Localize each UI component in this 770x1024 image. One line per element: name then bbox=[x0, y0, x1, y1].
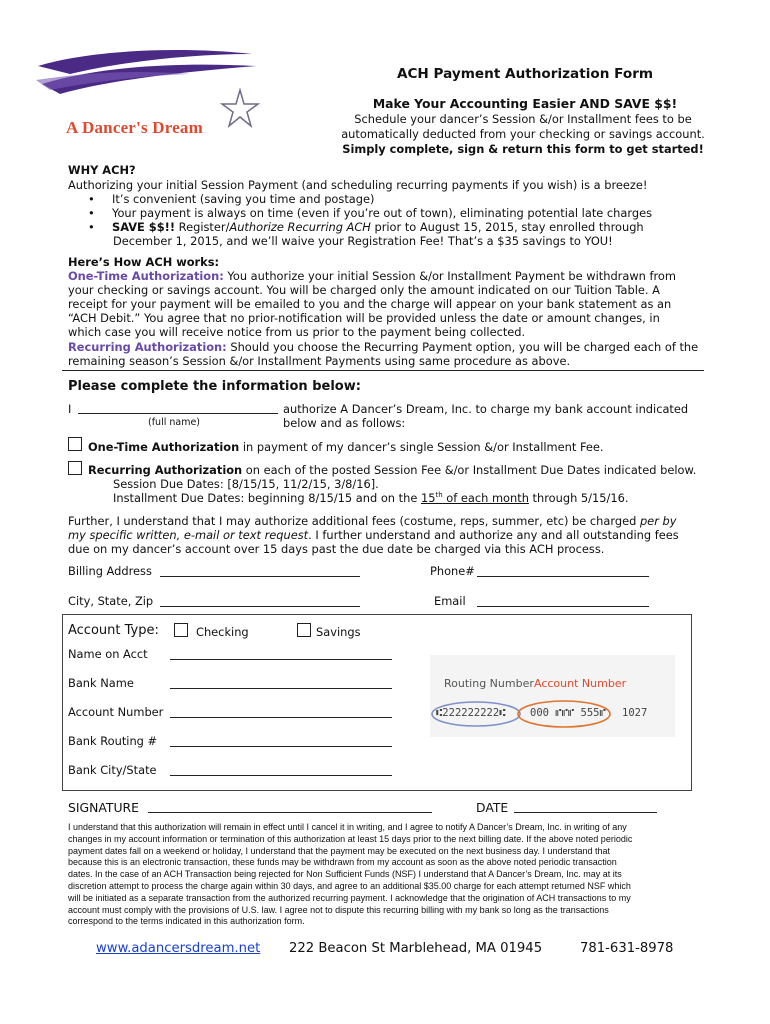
recurring-option-label: Recurring Authorization bbox=[88, 463, 243, 477]
logo-text: A Dancer's Dream bbox=[66, 118, 203, 137]
legal-line: changes in my account information or termination of this authorization at least 15 days prior to the next billing date. If the above noted periodic bbox=[68, 833, 633, 844]
save-text-1: Register/ bbox=[175, 220, 230, 234]
why-bullet-2 bbox=[88, 206, 653, 220]
further-text-2a: my specific written, e-mail or text request bbox=[68, 528, 309, 542]
check-ovals bbox=[430, 655, 675, 737]
recurring-para-line-1 bbox=[68, 340, 698, 354]
website-link[interactable] bbox=[96, 941, 260, 956]
one-time-text-1: You authorize your initial Session &/or Installment Payment be withdrawn from bbox=[223, 269, 676, 283]
bank-name-field[interactable] bbox=[170, 688, 392, 689]
further-line-3: due on my dancer’s account over 15 days past the due date be charged via this ACH process. bbox=[68, 542, 605, 556]
footer-phone: 781-631-8978 bbox=[580, 941, 674, 956]
website-link-text[interactable]: www.adancersdream.net bbox=[96, 941, 261, 956]
recurring-text-2: remaining season’s Session &/or Installment Payments using same procedure as above. bbox=[68, 354, 571, 368]
bank-city-state-field[interactable] bbox=[170, 775, 392, 776]
further-text-2b: . I further understand and authorize any and all outstanding fees bbox=[308, 528, 679, 542]
one-time-checkbox[interactable] bbox=[68, 437, 82, 451]
intro-line-1: Schedule your dancer’s Session &/or Installment fees to be bbox=[354, 112, 692, 126]
further-text-1b: per by bbox=[639, 514, 677, 528]
check-diagram bbox=[430, 655, 675, 737]
why-bullet-3 bbox=[88, 220, 644, 234]
one-time-text-2: your checking or savings account. You will be charged only the amount indicated on our Tuition Table. A bbox=[68, 283, 660, 297]
installment-text-2: through 5/15/16. bbox=[528, 491, 629, 505]
routing-number-caption: Routing Number bbox=[444, 677, 534, 690]
save-text-3: December 1, 2015, and we’ll waive your Registration Fee! That’s a $35 savings to YOU! bbox=[113, 234, 613, 248]
email-label: Email bbox=[434, 594, 466, 608]
form-subtitle: Make Your Accounting Easier AND SAVE $$! bbox=[372, 96, 678, 111]
why-bullet-1-text: It’s convenient (saving you time and postage) bbox=[112, 192, 375, 206]
intro-line-3: Simply complete, sign & return this form to get started! bbox=[342, 142, 704, 156]
city-state-zip-label: City, State, Zip bbox=[68, 594, 154, 608]
bullet-glyph: • bbox=[88, 206, 95, 220]
one-time-option-text: in payment of my dancer’s single Session &/or Installment Fee. bbox=[239, 440, 604, 454]
save-text-2: prior to August 15, 2015, stay enrolled through bbox=[370, 220, 644, 234]
legal-line: dates. In the case of an ACH Transaction being rejected for Non Sufficient Funds (NSF) I understand that A Dancer’s Dream, Inc. may at its bbox=[68, 869, 622, 880]
one-time-text-3: receipt for your payment will be emailed to you and the charge will appear on your bank statement as an bbox=[68, 297, 672, 311]
how-heading: Here’s How ACH works: bbox=[68, 255, 220, 269]
checking-label: Checking bbox=[196, 625, 249, 639]
routing-digits: ⑆222222222⑆ bbox=[436, 707, 506, 719]
intro-line-2: automatically deducted from your checking or savings account. bbox=[341, 127, 705, 141]
bullet-glyph: • bbox=[88, 220, 95, 234]
recurring-option-text: on each of the posted Session Fee &/or Installment Due Dates indicated below. bbox=[242, 463, 697, 477]
one-time-para-line-1 bbox=[68, 269, 676, 283]
one-time-text-4: “ACH Debit.” You agree that no prior-notification will be provided unless the date or amount changes, in bbox=[68, 311, 660, 325]
recurring-label: Recurring Authorization: bbox=[68, 340, 227, 354]
full-name-field[interactable] bbox=[78, 413, 278, 414]
legal-line: correspond to the terms indicated in this authorization form. bbox=[68, 916, 305, 927]
savings-checkbox[interactable] bbox=[297, 623, 311, 637]
city-state-zip-field[interactable] bbox=[160, 606, 360, 607]
session-due-dates: Session Due Dates: [8/15/15, 11/2/15, 3/8/16]. bbox=[113, 477, 379, 491]
one-time-option-label: One-Time Authorization bbox=[88, 440, 240, 454]
bank-name-label: Bank Name bbox=[68, 676, 134, 690]
email-field[interactable] bbox=[477, 606, 649, 607]
bullet-glyph: • bbox=[88, 192, 95, 206]
bank-routing-field[interactable] bbox=[170, 746, 392, 747]
form-title: ACH Payment Authorization Form bbox=[396, 66, 654, 82]
billing-address-field[interactable] bbox=[160, 576, 360, 577]
checking-checkbox[interactable] bbox=[174, 623, 188, 637]
legal-line: I understand that this authorization will remain in effect until I cancel it in writing, and I agree to notify A Dancer’s Dream, Inc. in writing of any bbox=[68, 822, 627, 832]
date-field[interactable] bbox=[514, 812, 657, 813]
legal-line: account must comply with the provisions of U.S. law. I agree not to dispute this recurring billing with my bank so long as the transactions bbox=[68, 904, 609, 915]
savings-label: Savings bbox=[316, 625, 361, 639]
bank-routing-label: Bank Routing # bbox=[68, 734, 158, 748]
save-bold: SAVE $$!! bbox=[112, 220, 176, 234]
installment-text-1: Installment Due Dates: beginning 8/15/15 and on the bbox=[113, 491, 421, 505]
authorize-line-2: below and as follows: bbox=[283, 416, 406, 430]
recurring-text-1: Should you choose the Recurring Payment option, you will be charged each of the bbox=[226, 340, 699, 354]
bank-city-state-label: Bank City/State bbox=[68, 763, 157, 777]
section-divider bbox=[62, 370, 704, 371]
further-text-1a: Further, I understand that I may authorize additional fees (costume, reps, summer, etc) be charged bbox=[68, 514, 640, 528]
legal-line: discretion attempt to process the charge again within 30 days, and agree to an additional $35.00 charge for each attempt returned NSF which bbox=[68, 880, 631, 891]
legal-line: payment dates fall on a weekend or holiday, I understand that the payment may be executed on the next business day. I understand that bbox=[68, 845, 611, 856]
further-line-1 bbox=[68, 514, 676, 528]
account-digits: 000 ⑈⑈⑈ 555⑈ bbox=[530, 707, 606, 719]
installment-due-dates bbox=[113, 491, 628, 505]
full-name-caption: (full name) bbox=[148, 417, 201, 428]
intro-text bbox=[336, 112, 710, 157]
date-label: DATE bbox=[476, 800, 509, 815]
save-italic: Authorize Recurring ACH bbox=[229, 220, 371, 234]
installment-each: of each month bbox=[442, 491, 529, 505]
signature-label: SIGNATURE bbox=[68, 800, 139, 815]
footer-address: 222 Beacon St Marblehead, MA 01945 bbox=[289, 941, 543, 956]
one-time-option bbox=[88, 440, 604, 454]
complete-heading: Please complete the information below: bbox=[68, 379, 361, 394]
authorize-line-1 bbox=[283, 402, 688, 416]
legal-line: will be initiated as a separate transaction from the authorized recurring payment. I acknowledge that the origination of ACH transactions to my bbox=[68, 892, 631, 903]
why-lead: Authorizing your initial Session Payment (and scheduling recurring payments if you wish) is a breeze! bbox=[68, 178, 648, 192]
name-on-acct-label: Name on Acct bbox=[68, 647, 148, 661]
why-heading: WHY ACH? bbox=[68, 163, 136, 177]
installment-15: 15 bbox=[420, 491, 436, 505]
authorize-company: authorize A Dancer’s Dream, Inc. bbox=[283, 402, 472, 416]
account-type-label: Account Type: bbox=[68, 623, 159, 638]
check-number: 1027 bbox=[622, 707, 648, 719]
account-number-caption: Account Number bbox=[534, 677, 627, 690]
phone-field[interactable] bbox=[477, 576, 649, 577]
why-bullet-2-text: Your payment is always on time (even if you’re out of town), eliminating potential late charges bbox=[112, 206, 653, 220]
one-time-text-5: which case you will receive notice from us prior to the payment being collected. bbox=[68, 325, 526, 339]
account-number-label: Account Number bbox=[68, 705, 164, 719]
signature-field[interactable] bbox=[148, 812, 432, 813]
phone-label: Phone# bbox=[430, 564, 475, 578]
account-number-field[interactable] bbox=[170, 717, 392, 718]
installment-th: th bbox=[435, 491, 443, 500]
recurring-option bbox=[88, 463, 696, 477]
legal-text bbox=[68, 822, 702, 928]
recurring-checkbox[interactable] bbox=[68, 461, 82, 475]
installment-15th bbox=[421, 491, 529, 505]
further-line-2 bbox=[68, 528, 679, 542]
i-label: I bbox=[68, 402, 72, 416]
authorize-text: to charge my bank account indicated bbox=[471, 402, 689, 416]
billing-address-label: Billing Address bbox=[68, 564, 152, 578]
legal-line: because this is an electronic transaction, these funds may be withdrawn from my account as soon as the above noted periodic transaction bbox=[68, 857, 617, 868]
why-bullet-1 bbox=[88, 192, 375, 206]
one-time-label: One-Time Authorization: bbox=[68, 269, 224, 283]
name-on-acct-field[interactable] bbox=[170, 659, 392, 660]
